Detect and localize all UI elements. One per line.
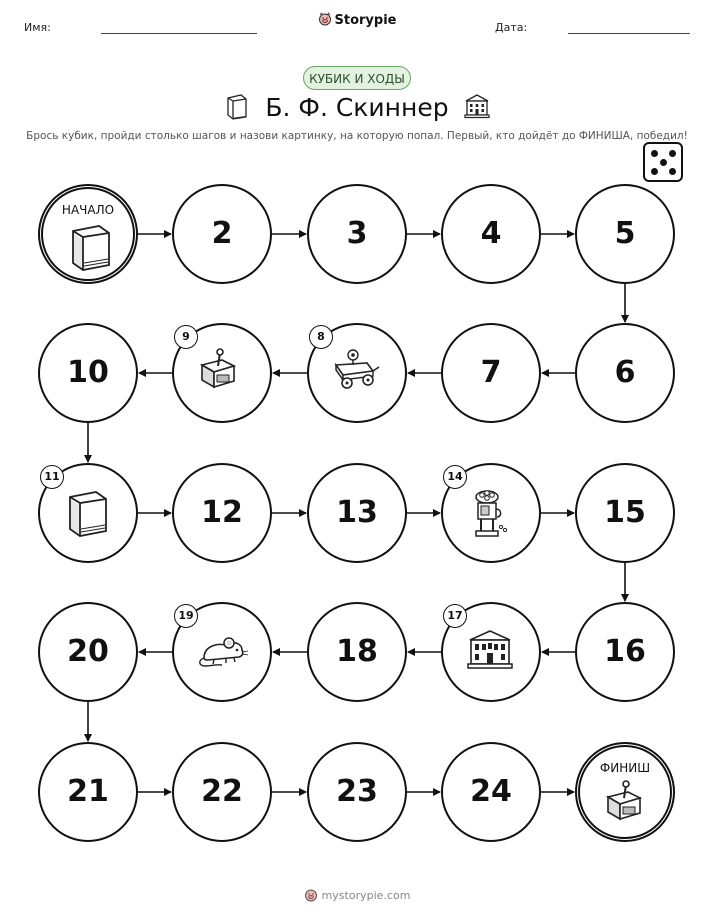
board-cell-12 (172, 463, 272, 563)
board-cell-4 (441, 184, 541, 284)
footer (0, 888, 714, 905)
cell-number-badge: 9 (174, 325, 198, 349)
board-cell-7 (441, 323, 541, 423)
board-cell-23 (307, 742, 407, 842)
cell-number: 5 (614, 216, 636, 251)
gumball-machine-icon (465, 487, 509, 545)
cell-number: 22 (201, 774, 243, 809)
book-icon (62, 487, 114, 543)
cell-number-badge: 14 (443, 465, 467, 489)
instructions: Брось кубик, пройди столько шагов и назови картинку, на которую попал. Первый, кто дойдёт до ФИНИША, победил! (26, 130, 688, 142)
board-cell-24 (441, 742, 541, 842)
cell-number: 12 (201, 495, 243, 530)
board-cell-13 (307, 463, 407, 563)
cell-number: 15 (604, 495, 646, 530)
cell-number: 18 (336, 634, 378, 669)
board-cell-6 (575, 323, 675, 423)
board-cell-10 (38, 323, 138, 423)
title-book-icon (223, 92, 251, 126)
book-icon (65, 221, 117, 277)
cell-number: 16 (604, 634, 646, 669)
board-cell-15 (575, 463, 675, 563)
cell-number-badge: 11 (40, 465, 64, 489)
title-building-icon (463, 92, 491, 126)
dice-five-icon (643, 142, 683, 182)
footer-url[interactable]: mystorypie.com (321, 889, 411, 902)
board-cell-18 (307, 602, 407, 702)
cell-number: 20 (67, 634, 109, 669)
game-type-badge: КУБИК И ХОДЫ (303, 66, 411, 90)
footer-pig-icon (304, 888, 318, 905)
cell-number: 4 (480, 216, 502, 251)
board-cell-20 (38, 602, 138, 702)
cell-number: 24 (470, 774, 512, 809)
cell-number: 7 (480, 355, 502, 390)
cell-number: 21 (67, 774, 109, 809)
page-title (0, 92, 714, 126)
name-line[interactable] (101, 33, 257, 34)
start-label: НАЧАЛО (61, 203, 115, 217)
board-cell-21 (38, 742, 138, 842)
title-text: Б. Ф. Скиннер (265, 93, 449, 122)
board-cell-16 (575, 602, 675, 702)
board-cell-3 (307, 184, 407, 284)
finish-label: ФИНИШ (599, 761, 651, 775)
cell-number-badge: 19 (174, 604, 198, 628)
cell-number: 23 (336, 774, 378, 809)
date-line[interactable] (568, 33, 690, 34)
cell-number: 2 (211, 216, 233, 251)
finish-cell (575, 742, 675, 842)
lever-box-icon (196, 347, 240, 395)
date-label: Дата: (495, 21, 528, 34)
mouse-icon (196, 626, 250, 674)
board-cell-5 (575, 184, 675, 284)
board-cell-2 (172, 184, 272, 284)
cell-number: 6 (614, 355, 636, 390)
cell-number: 3 (346, 216, 368, 251)
university-building-icon (465, 626, 515, 676)
wagon-icon (331, 347, 381, 395)
start-cell (38, 184, 138, 284)
lever-box-icon (602, 779, 646, 827)
name-label: Имя: (24, 21, 51, 34)
cell-number: 13 (336, 495, 378, 530)
board-cell-22 (172, 742, 272, 842)
cell-number: 10 (67, 355, 109, 390)
pig-logo-icon (318, 12, 332, 30)
brand-logo (0, 12, 714, 30)
cell-number-badge: 17 (443, 604, 467, 628)
cell-number-badge: 8 (309, 325, 333, 349)
brand-name: Storypie (334, 13, 397, 28)
